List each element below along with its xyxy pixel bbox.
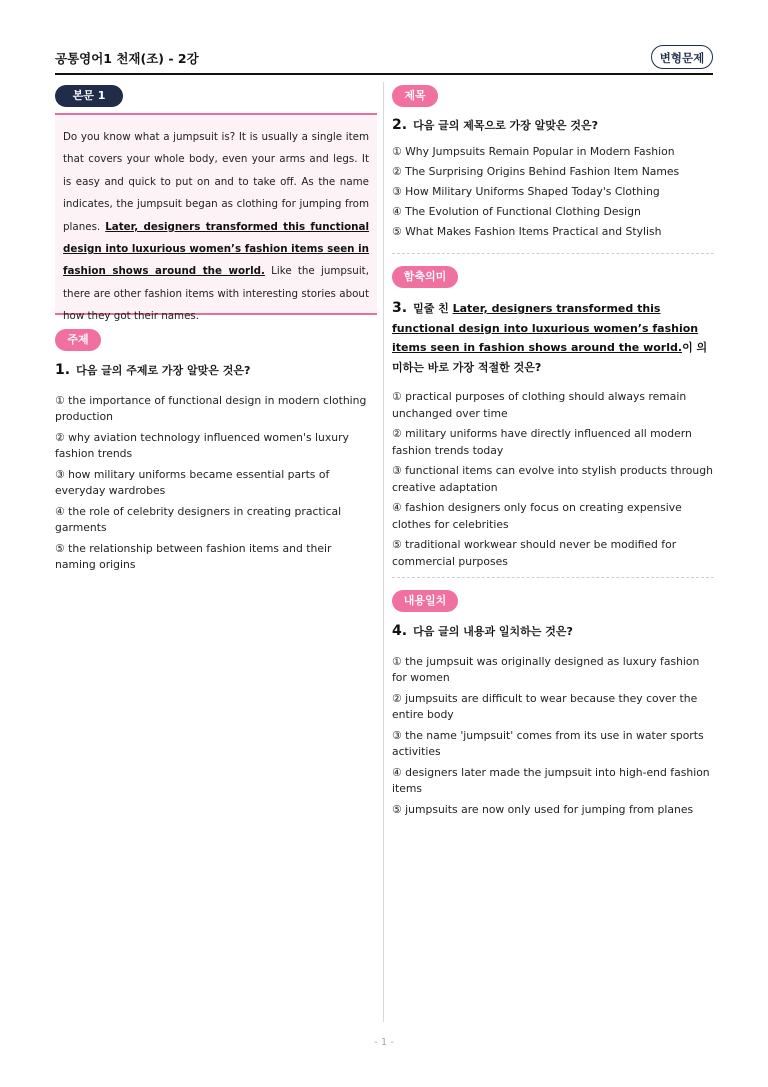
option[interactable]: ② The Surprising Origins Behind Fashion Item Names bbox=[392, 164, 680, 178]
header-title: 공통영어1 천재(조) - 2강 bbox=[55, 51, 199, 66]
option[interactable]: ② military uniforms have directly influenced all modern fashion trends today bbox=[392, 427, 692, 457]
question-3-suffix: 이 의미하는 바로 가장 적절한 것은? bbox=[392, 341, 708, 374]
question-1-prompt bbox=[55, 361, 373, 381]
passage-label: 본문 1 bbox=[55, 85, 123, 107]
question-1-text: 다음 글의 주제로 가장 알맞은 것은? bbox=[76, 364, 251, 377]
option[interactable]: ⑤ jumpsuits are now only used for jumping from planes bbox=[392, 802, 694, 816]
type-badge: 변형문제 bbox=[651, 45, 713, 69]
passage-text bbox=[55, 115, 377, 328]
option[interactable]: ① Why Jumpsuits Remain Popular in Modern Fashion bbox=[392, 144, 675, 158]
question-2 bbox=[392, 116, 714, 244]
question-2-number: 2. bbox=[392, 117, 408, 133]
question-2-prompt bbox=[392, 116, 714, 136]
question-4-prompt bbox=[392, 622, 714, 642]
option[interactable]: ③ the name 'jumpsuit' comes from its use in water sports activities bbox=[392, 728, 704, 758]
tag-topic: 주제 bbox=[55, 329, 101, 351]
option[interactable]: ⑤ the relationship between fashion items and their naming origins bbox=[55, 541, 332, 571]
passage-highlight: Later, designers transformed this functional design into luxurious women’s fashion items seen in fashion shows around the world. bbox=[63, 220, 369, 278]
option[interactable]: ② why aviation technology influenced women's luxury fashion trends bbox=[55, 430, 349, 460]
question-2-text: 다음 글의 제목으로 가장 알맞은 것은? bbox=[413, 119, 598, 132]
option[interactable]: ③ How Military Uniforms Shaped Today's Clothing bbox=[392, 184, 660, 198]
option[interactable]: ⑤ traditional workwear should never be modified for commercial purposes bbox=[392, 538, 677, 568]
option[interactable]: ④ fashion designers only focus on creating expensive clothes for celebrities bbox=[392, 501, 682, 531]
question-3 bbox=[392, 299, 714, 574]
option[interactable]: ⑤ What Makes Fashion Items Practical and Stylish bbox=[392, 224, 662, 238]
question-3-prompt bbox=[392, 299, 714, 377]
option[interactable]: ① the jumpsuit was originally designed as luxury fashion for women bbox=[392, 654, 700, 684]
option[interactable]: ④ the role of celebrity designers in creating practical garments bbox=[55, 504, 342, 534]
tag-implication: 함축의미 bbox=[392, 266, 458, 288]
option[interactable]: ① practical purposes of clothing should always remain unchanged over time bbox=[392, 390, 687, 420]
passage-text-before: Do you know what a jumpsuit is? It is usually a single item that covers your whole body, even your arms and legs. It is easy and quick to put on and to take off. As the name indicates, the jumpsuit began as clothing for jumping from planes. bbox=[63, 131, 369, 233]
question-4 bbox=[392, 622, 714, 822]
question-3-number: 3. bbox=[392, 300, 408, 316]
header-rule bbox=[55, 73, 713, 75]
question-3-prefix: 밑줄 친 bbox=[413, 302, 453, 315]
option[interactable]: ② jumpsuits are difficult to wear because they cover the entire body bbox=[392, 691, 698, 721]
column-divider bbox=[383, 82, 384, 1022]
page-header bbox=[55, 45, 713, 73]
tag-content-match: 내용일치 bbox=[392, 590, 458, 612]
question-1-number: 1. bbox=[55, 362, 71, 378]
option[interactable]: ③ functional items can evolve into stylish products through creative adaptation bbox=[392, 464, 713, 494]
option[interactable]: ① the importance of functional design in modern clothing production bbox=[55, 393, 367, 423]
section-divider bbox=[392, 253, 714, 254]
passage-text-after: Like the jumpsuit, there are other fashion items with interesting stories about how they got their names. bbox=[63, 265, 369, 323]
passage-box bbox=[55, 113, 377, 323]
section-divider bbox=[392, 577, 714, 578]
option[interactable]: ③ how military uniforms became essential parts of everyday wardrobes bbox=[55, 467, 330, 497]
question-4-number: 4. bbox=[392, 623, 408, 639]
page-number: - 1 - bbox=[374, 1037, 394, 1048]
option[interactable]: ④ designers later made the jumpsuit into high-end fashion items bbox=[392, 765, 710, 795]
question-1 bbox=[55, 361, 373, 578]
question-4-text: 다음 글의 내용과 일치하는 것은? bbox=[413, 625, 573, 638]
question-3-underlined: Later, designers transformed this functional design into luxurious women’s fashion items seen in fashion shows around the world. bbox=[392, 302, 699, 354]
option[interactable]: ④ The Evolution of Functional Clothing Design bbox=[392, 204, 641, 218]
tag-title: 제목 bbox=[392, 85, 438, 107]
